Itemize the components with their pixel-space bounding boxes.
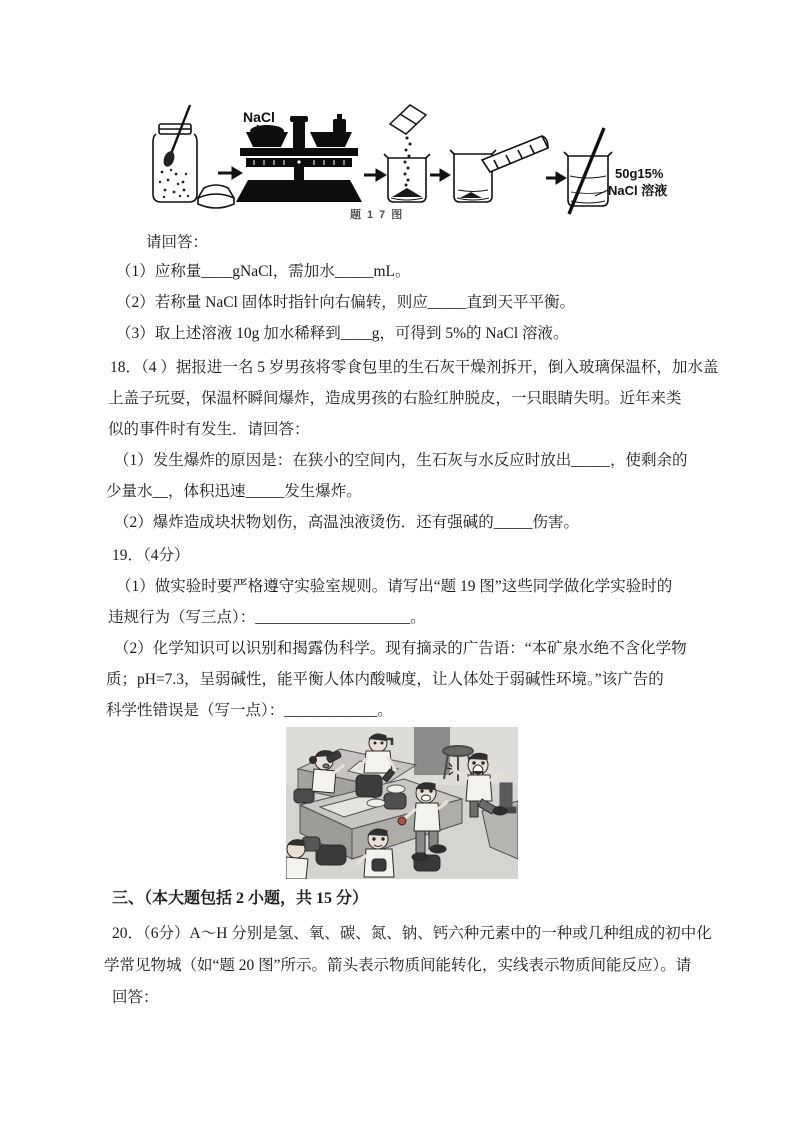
q19-item2-line-1: （2）化学知识可以识别和揭露伪科学。现有摘录的广告语：“本矿泉水绝不含化学物: [114, 640, 687, 657]
salt-pile-wet: [460, 192, 482, 198]
nacl-figure-label: NaCl: [243, 109, 275, 125]
solution-label-line2: NaCl 溶液: [608, 183, 668, 198]
reagent-jar: [153, 105, 197, 202]
arrow-icon: [364, 169, 386, 181]
q17-item-3: （3）取上述溶液 10g 加水稀释到____g，可得到 5%的 NaCl 溶液。: [116, 325, 569, 342]
q19-item1-line-2: 违规行为（写三点）：____________________。: [108, 609, 426, 626]
q20-stem-line-3: 回答：: [112, 989, 159, 1006]
lab-cartoon-figure: [286, 727, 518, 879]
cartoon-bowl: [367, 799, 385, 807]
q20-stem-line-1: 20．（6分）A～H 分别是氢、氧、碳、氮、钠、钙六种元素中的一种或几种组成的初中化: [112, 925, 712, 942]
jar-lid: [198, 185, 234, 208]
solution-label-line1: 50g15%: [615, 166, 664, 181]
balance-scale: [236, 114, 362, 202]
q19-stem: 19．（4分）: [112, 547, 190, 564]
q18-item2: （2）爆炸造成块状物划伤，高温浊液烫伤．还有强碱的_____伤害。: [114, 514, 580, 531]
q18-stem-line-3: 似的事件时有发生．请回答：: [108, 421, 310, 438]
q19-item1-line-1: （1）做实验时要严格遵守实验室规则。请写出“题 19 图”这些同学做化学实验时的: [116, 578, 673, 595]
q17-prompt: 请回答：: [146, 234, 209, 251]
salt-stream: [404, 137, 412, 187]
q18-item1-line-2: 少量水__，体积迅速_____发生爆炸。: [106, 483, 362, 500]
beaker-solution: [564, 152, 612, 206]
q19-item2-line-2: 质；pH=7.3，呈弱碱性，能平衡人体内酸喊度，让人体处于弱碱性环境。”该广告的: [106, 671, 664, 688]
arrow-icon: [546, 172, 566, 184]
cartoon-bowl: [387, 785, 405, 793]
cartoon-student-partial: [286, 840, 308, 879]
section-heading: 三、（本大题包括 2 小题，共 15 分）: [112, 890, 369, 907]
arrow-icon: [218, 167, 242, 179]
stirring-rod: [569, 128, 604, 214]
q18-stem-line-1: 18．（4 ）据报进一名 5 岁男孩将零食包里的生石灰干燥剂拆开，倒入玻璃保温杯，加水盖: [110, 359, 719, 376]
q17-item-2: （2）若称量 NaCl 固体时指针向右偏转，则应_____直到天平平衡。: [116, 294, 575, 311]
q19-item2-line-3: 科学性错误是（写一点）：____________。: [106, 702, 393, 719]
q18-stem-line-2: 上盖子玩耍，保温杯瞬间爆炸，造成男孩的右脸红肿脱皮，一只眼睛失明。近年来类: [108, 390, 682, 407]
figure-caption: 题17图: [350, 209, 409, 221]
salt-pile: [392, 188, 422, 197]
nacl-preparation-figure: [138, 102, 678, 228]
q20-stem-line-2: 学常见物城（如“题 20 图”所示。箭头表示物质间能转化，实线表示物质间能反应）。请: [104, 957, 692, 974]
weighing-paper: [390, 105, 426, 134]
arrow-icon: [430, 169, 450, 181]
q18-item1-line-1: （1）发生爆炸的原因是：在狭小的空间内，生石灰与水反应时放出_____，使剩余的: [114, 452, 688, 469]
q17-item-1: （1）应称量____gNaCl，需加水_____mL。: [116, 263, 411, 280]
